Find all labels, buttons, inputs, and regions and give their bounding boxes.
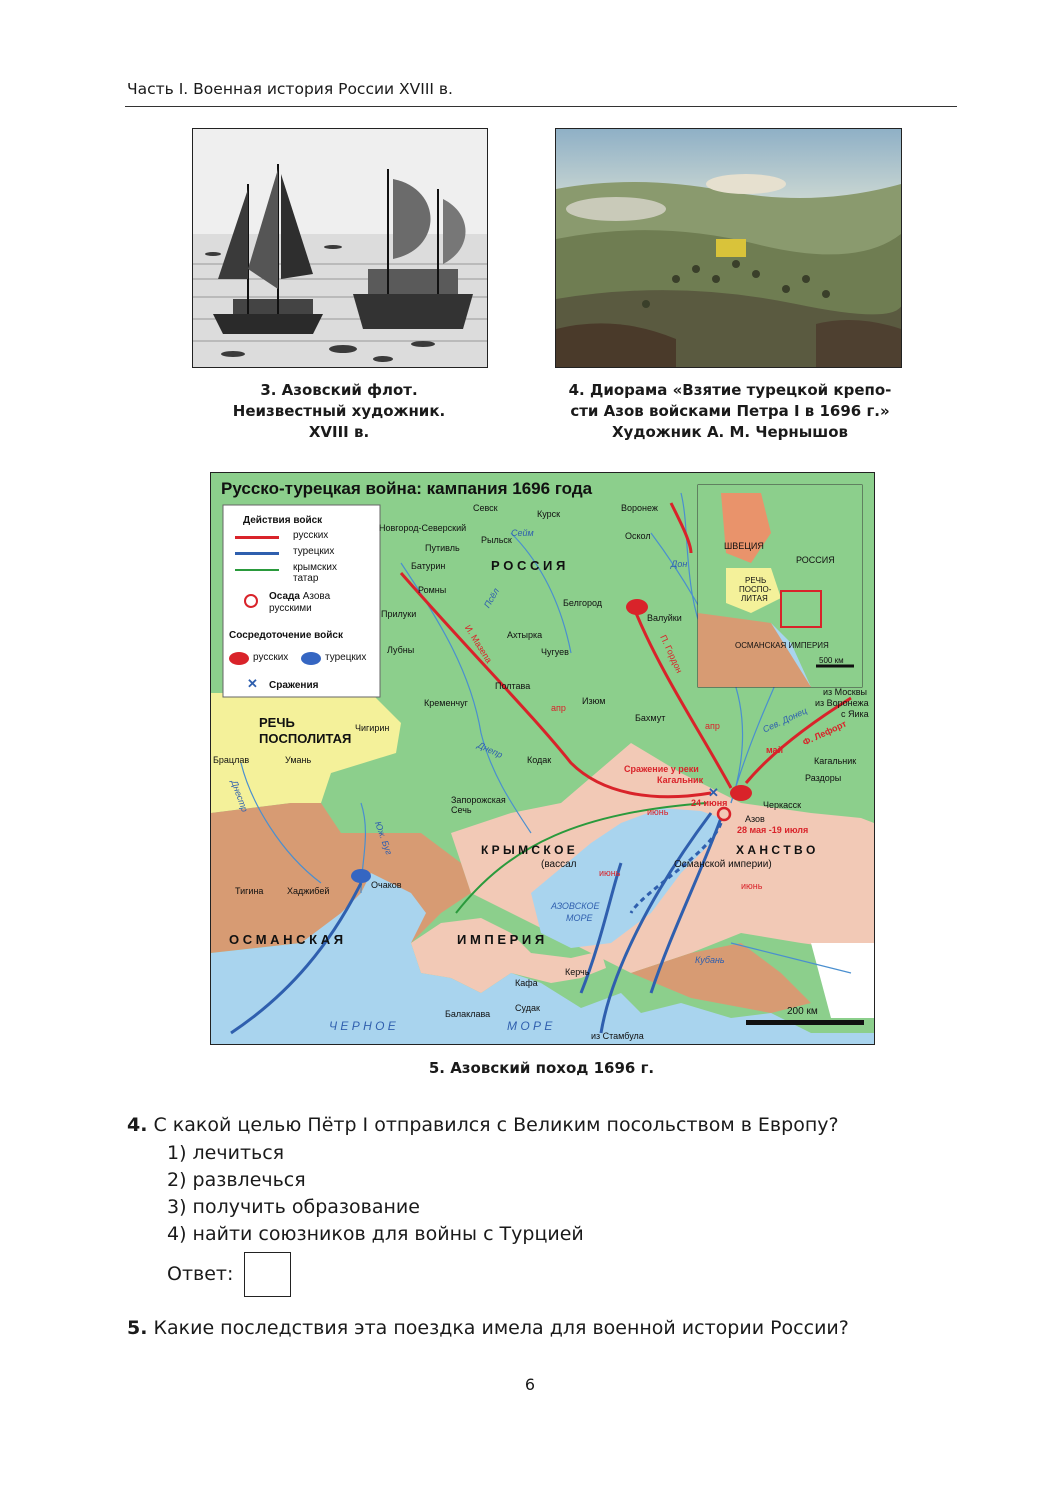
route-june-3: июнь <box>741 881 763 891</box>
siege-date: 28 мая -19 июля <box>737 825 809 835</box>
city-kagalnik: Кагальник <box>814 756 857 766</box>
inset-ottoman: ОСМАНСКАЯ ИМПЕРИЯ <box>735 641 829 650</box>
route-apr-2: апр <box>705 721 720 731</box>
inset-russia: РОССИЯ <box>796 555 835 565</box>
header-rule <box>125 106 957 107</box>
region-crimean-1: К Р Ы М С К О Е <box>481 843 575 857</box>
region-russia: Р О С С И Я <box>491 558 566 573</box>
battle-label-1: Сражение у реки <box>624 764 699 774</box>
figure3-caption-line: 3. Азовский флот. <box>260 381 418 399</box>
diorama-drawing <box>556 129 901 367</box>
legend-line-russian <box>235 536 279 539</box>
river-yuzh-bug: Юж. Буг <box>372 819 395 857</box>
city-zaporozh: Запорожская Сечь <box>451 795 506 815</box>
question-5-text: Какие последствия эта поездка имела для военной истории России? <box>153 1317 849 1339</box>
region-rech-2: ПОСПОЛИТАЯ <box>259 731 352 746</box>
city-kodak: Кодак <box>527 755 552 765</box>
city-kerch: Керчь <box>565 967 590 977</box>
legend-conc-turkish-icon <box>301 652 321 665</box>
city-ochakov: Очаков <box>371 880 402 890</box>
legend-russian: русских <box>293 530 329 541</box>
city-poltava: Полтава <box>495 681 531 691</box>
azov-campaign-map <box>210 472 875 1045</box>
q4-option-3[interactable]: 3) получить образование <box>167 1196 420 1218</box>
legend-conc-russian-icon <box>229 652 249 665</box>
city-rylsk: Рыльск <box>481 535 512 545</box>
city-khadzhibey: Хаджибей <box>287 886 330 896</box>
figure3-caption-line: XVIII в. <box>308 423 370 441</box>
q4-option-4[interactable]: 4) найти союзников для войны с Турцией <box>167 1223 584 1245</box>
city-romny: Ромны <box>418 585 447 595</box>
legend-siege-by: русскими <box>269 603 312 614</box>
city-razdory: Раздоры <box>805 773 842 783</box>
answer-box[interactable] <box>244 1252 291 1297</box>
city-oskol: Оскол <box>625 531 651 541</box>
region-ottoman-1: О С М А Н С К А Я <box>229 932 344 947</box>
city-sudak: Судак <box>515 1003 540 1013</box>
city-cherkassk: Черкасск <box>763 800 802 810</box>
city-belgorod: Белгород <box>563 598 603 608</box>
figure4-caption-line: Художник А. М. Чернышов <box>611 423 849 441</box>
city-izyum: Изюм <box>582 696 606 706</box>
legend-siege-prefix: Осада <box>269 591 300 602</box>
river-don: Дон <box>671 559 688 569</box>
map-labels <box>211 473 874 1044</box>
legend-concentration-title: Сосредоточение войск <box>229 630 343 641</box>
map-title: Русско-турецкая война: кампания 1696 года <box>221 479 593 498</box>
q4-option-2[interactable]: 2) развлечься <box>167 1169 306 1191</box>
legend-battles: Сражения <box>269 680 319 691</box>
figure3-caption-line: Неизвестный художник. <box>232 402 446 420</box>
legend-siege-icon <box>244 594 258 608</box>
city-bratslav: Брацлав <box>213 755 250 765</box>
river-seym: Сейм <box>511 528 534 538</box>
city-kremenchug: Кременчуг <box>424 698 468 708</box>
city-chigirin: Чигирин <box>355 723 390 733</box>
question-4-number: 4. <box>127 1114 148 1136</box>
page-number: 6 <box>524 1375 536 1394</box>
legend-conc-russian: русских <box>253 652 289 663</box>
route-june-2: июнь <box>599 868 621 878</box>
question-5-number: 5. <box>127 1317 148 1339</box>
question-4 <box>127 1113 839 1137</box>
region-black-sea-1: Ч Е Р Н О Е <box>329 1019 396 1033</box>
city-baturin: Батурин <box>411 561 446 571</box>
city-sevsk: Севск <box>473 503 498 513</box>
legend-siege <box>269 591 330 615</box>
inset-sweden: ШВЕЦИЯ <box>724 541 764 551</box>
legend-line-turkish <box>235 552 279 555</box>
city-kursk: Курск <box>537 509 561 519</box>
battle-marker: ✕ <box>708 785 719 800</box>
azov-fleet-engraving <box>192 128 488 368</box>
map-scale-label: 200 км <box>787 1006 818 1017</box>
city-chuguev: Чугуев <box>541 647 569 657</box>
region-vassal-2: Османской империи) <box>674 859 772 870</box>
region-rech-1: РЕЧЬ <box>259 715 295 730</box>
city-uman: Умань <box>285 755 312 765</box>
route-lefort: Ф. Лефорт <box>801 718 848 748</box>
from-istanbul: из Стамбула <box>591 1031 644 1041</box>
map-caption: 5. Азовский поход 1696 г. <box>428 1059 655 1077</box>
region-azov-sea-1: АЗОВСКОЕ <box>551 901 600 911</box>
city-akhtyrka: Ахтырка <box>507 630 543 640</box>
fleet-engraving-drawing <box>193 129 487 367</box>
inset-rech-1: РЕЧЬ <box>745 576 767 585</box>
inset-rech-2: ПОСПО- <box>739 585 772 594</box>
figure4-caption-line: 4. Диорама «Взятие турецкой крепо- <box>568 381 892 399</box>
from-moscow-1: из Москвы <box>823 687 867 697</box>
q4-option-1[interactable]: 1) лечиться <box>167 1142 285 1164</box>
legend-turkish: турецких <box>293 546 335 557</box>
route-may: май <box>766 745 784 755</box>
figure4-caption <box>540 380 920 443</box>
legend-crimean: крымских татар <box>293 562 337 584</box>
city-bakhmut: Бахмут <box>635 713 666 723</box>
answer-label: Ответ: <box>167 1263 234 1285</box>
city-voronezh: Воронеж <box>621 503 658 513</box>
battle-date: 24 июня <box>691 798 728 808</box>
question-5 <box>127 1316 849 1340</box>
river-dnestr: Днестр <box>229 778 250 814</box>
city-priluki: Прилуки <box>381 609 417 619</box>
legend-line-crimean <box>235 569 279 571</box>
region-black-sea-2: М О Р Е <box>507 1019 553 1033</box>
river-sev-donets: Сев. Донец <box>761 705 809 735</box>
route-gordon: П. Гордон <box>658 633 685 675</box>
city-balaklava: Балаклава <box>445 1009 491 1019</box>
region-vassal-1: (вассал <box>541 859 577 870</box>
inset-scale: 500 км <box>819 656 844 665</box>
region-crimean-2: Х А Н С Т В О <box>736 843 816 857</box>
from-moscow-2: из Воронежа <box>815 698 869 708</box>
region-ottoman-2: И М П Е Р И Я <box>457 932 545 947</box>
legend-siege-place: Азова <box>302 591 331 602</box>
river-kuban: Кубань <box>695 955 725 965</box>
city-novgorod: Новгород-Северский <box>379 523 467 533</box>
azov-diorama-painting <box>555 128 902 368</box>
city-tigina: Тигина <box>235 886 264 896</box>
route-apr-1: апр <box>551 703 566 713</box>
legend-battle-icon: ✕ <box>247 676 258 691</box>
from-moscow-3: с Яика <box>841 709 869 719</box>
river-dnepr: Днепр <box>476 739 505 761</box>
region-azov-sea-2: МОРЕ <box>566 913 593 923</box>
legend-actions-title: Действия войск <box>243 515 323 526</box>
route-june-1: июнь <box>647 807 669 817</box>
inset-rech-3: ЛИТАЯ <box>741 594 768 603</box>
figure3-caption <box>192 380 486 443</box>
city-lubny: Лубны <box>387 645 415 655</box>
route-mazepa: И. Мазепа <box>462 623 495 665</box>
city-putivl: Путивль <box>425 543 460 553</box>
city-valuyki: Валуйки <box>647 613 682 623</box>
river-psel: Псёл <box>481 586 502 610</box>
city-azov: Азов <box>745 814 765 824</box>
battle-label-2: Кагальник <box>657 775 704 785</box>
legend-conc-turkish: турецких <box>325 652 367 663</box>
figure4-caption-line: сти Азов войсками Петра I в 1696 г.» <box>570 402 890 420</box>
city-kafa: Кафа <box>515 978 538 988</box>
question-4-text: С какой целью Пётр I отправился с Великим посольством в Европу? <box>153 1114 839 1136</box>
running-header: Часть I. Военная история России XVIII в. <box>127 80 453 98</box>
